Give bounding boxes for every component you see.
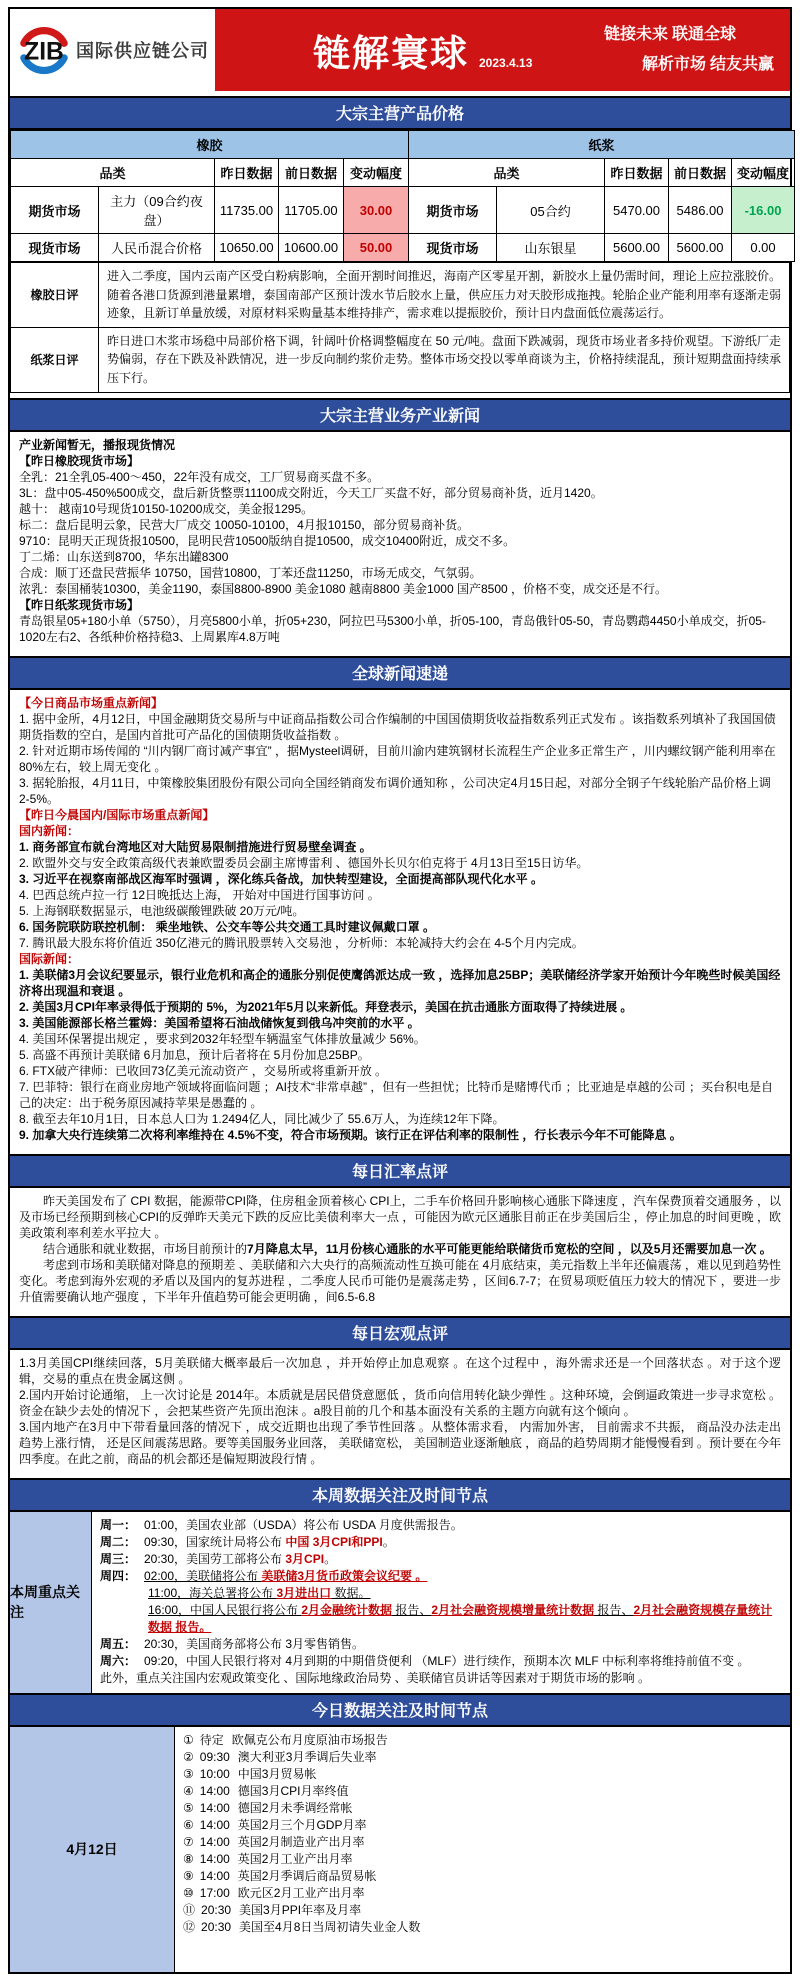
text-line: [19, 711, 781, 743]
text-line: [19, 1387, 781, 1419]
section-bar-week-schedule: 本周数据关注及时间节点: [10, 1478, 790, 1512]
market-label: 现货市场: [409, 234, 497, 262]
text-segment: 9710：昆明天正现货报10500，昆明民营10500版纳自提10500，成交10400附近，成交不多。: [19, 533, 516, 548]
weekday-label: 周一：: [100, 1517, 137, 1532]
today-schedule-row: [183, 1851, 782, 1868]
text-line: [19, 485, 781, 501]
column-header: 变动幅度: [732, 159, 795, 187]
column-header: 变动幅度: [344, 159, 409, 187]
text-segment: 3.国内地产在3月中下带看量回落的情况下 ，成交近期也出现了季节性回落 。从整体需求看， 内需加外害， 目前需求不共振， 商品没办法走出趋势上涨行情， 还是区间震荡思路。要等美国服务业回落， 美联储宽松， 美国制造业逐渐触底 ，商品的趋势周期才能慢慢看到 。预计要在今年四季度。在此之前，商品的机会都还是偏短期波段行情 。: [19, 1419, 781, 1466]
prev-value: 10600.00: [279, 234, 344, 262]
banner: [215, 9, 790, 91]
item-time: 14:00: [199, 1800, 230, 1815]
weekday-label: 周三：: [100, 1551, 137, 1566]
item-text: 英国2月工业产出月率: [237, 1851, 353, 1866]
text-segment: 产业新闻暂无，播报现货情况: [19, 437, 176, 452]
text-segment: 9. 加拿大央行连续第二次将利率维持在 4.5%不变，符合市场预期。该行正在评估利率的限制性 ，行长表示今年不可能降息 。: [19, 1127, 682, 1142]
text-line: [19, 517, 781, 533]
text-segment: 2.国内开始讨论通缩， 上一次讨论是 2014年。本质就是居民借贷意愿低 ，货币向信用转化缺少弹性 。这种环境，会倒逼政策进一步寻求宽松 。资金在缺少去处的情况下 ，会把某些资产先顶出泡沫 。a股目前的几个和基本面没有关系的主题方向就有这个倾向 。: [19, 1387, 781, 1418]
price-row: [11, 234, 795, 262]
text-segment: 09:20，中国人民银行将对 4月到期的中期借贷便利 （MLF）进行续作，预期本次 MLF 中标利率将维持前值不变 。: [144, 1653, 750, 1668]
text-segment: 7. 巴菲特：银行在商业房地产领域将面临问题 ；AI技术“非常卓越” ，但有一些担忧；比特币是赌博代币 ；比亚迪是卓越的公司 ；买台积电是自己的决定：出于税务原因减持苹果是愚蠢的 。: [19, 1079, 774, 1110]
item-text: 中国3月贸易帐: [237, 1766, 317, 1781]
text-line: [19, 613, 781, 645]
logo-text: ZIB: [24, 38, 64, 66]
text-segment: 4. 巴西总统卢拉一行 12日晚抵达上海， 开始对中国进行国事访问 。: [19, 887, 380, 902]
item-text: 德国2月未季调经常帐: [237, 1800, 353, 1815]
text-segment: 报告、: [392, 1602, 432, 1617]
comment-row: [11, 263, 790, 328]
text-segment: 2. 针对近期市场传闻的 “川内钢厂商讨减产事宜” ，据Mysteel调研，目前川渝内建筑钢材长流程生产企业多正常生产 ，川内螺纹钢产能利用率在80%左右，较上周无变化 。: [19, 743, 776, 774]
today-schedule-row: [183, 1868, 782, 1885]
text-segment: 7. 腾讯最大股东将价值近 350亿港元的腾讯股票转入交易池 ，分析师：本轮减持大约会在 4-5个月内完成。: [19, 935, 584, 950]
product-name: 05合约: [497, 187, 605, 234]
week-schedule-row: [100, 1585, 782, 1602]
market-label: 期货市场: [11, 187, 99, 234]
text-segment: 国内新闻：: [19, 823, 80, 838]
change-value: 30.00: [344, 187, 409, 234]
item-text: 欧元区2月工业产出月率: [237, 1885, 365, 1900]
product-name: 山东银星: [497, 234, 605, 262]
text-line: [19, 581, 781, 597]
text-segment: 3月CPI: [285, 1551, 325, 1566]
text-segment: 3月进出口: [276, 1585, 332, 1600]
text-segment: 3L：盘中05-450%500成交，盘后新货整票11100成交附近，今天工厂买盘不好，部分贸易商补货，近月1420。: [19, 485, 603, 500]
text-line: [19, 453, 781, 469]
text-line: [19, 565, 781, 581]
text-line: [19, 1031, 781, 1047]
week-schedule-table: [10, 1512, 790, 1693]
product-name: 主力（09合约夜盘）: [99, 187, 215, 234]
item-number: ⑨: [183, 1868, 194, 1883]
company-logo: [10, 9, 215, 91]
text-segment: 5. 上海钢联数据显示，电池级碳酸锂跌破 20万元/吨。: [19, 903, 305, 918]
text-line: [19, 1419, 781, 1467]
price-table: [10, 130, 795, 262]
text-segment: 3. 美国能源部长格兰霍姆：美国希望将石油战储恢复到俄乌冲突前的水平 。: [19, 1015, 420, 1030]
text-segment: 报告、: [594, 1602, 634, 1617]
section-bar-global-news: 全球新闻速递: [10, 656, 790, 690]
column-header: 昨日数据: [215, 159, 279, 187]
slogan-line-1: 链接未来 联通全球: [603, 26, 736, 43]
global-news-block: [10, 690, 790, 1149]
text-line: [19, 1015, 781, 1031]
text-line: [19, 1355, 781, 1387]
today-schedule-row: [183, 1783, 782, 1800]
item-text: 澳大利亚3月季调后失业率: [237, 1749, 377, 1764]
item-time: 14:00: [199, 1834, 230, 1849]
week-schedule-row: [100, 1517, 782, 1534]
text-segment: 09:30，国家统计局将公布: [144, 1534, 286, 1549]
item-time: 待定: [199, 1732, 224, 1747]
item-number: ⑫: [183, 1919, 196, 1934]
week-schedule-row: [100, 1670, 782, 1687]
item-number: ②: [183, 1749, 194, 1764]
text-line: [19, 855, 781, 871]
text-segment: 丁二烯：山东送到8700，华东出罐8300: [19, 549, 229, 564]
text-line: [19, 1127, 781, 1143]
today-schedule-table: [10, 1727, 790, 1972]
text-line: [19, 775, 781, 807]
section-bar-fx-review: 每日汇率点评: [10, 1154, 790, 1188]
item-number: ③: [183, 1766, 194, 1781]
zib-logo-icon: [16, 22, 72, 78]
text-segment: 2月金融统计数据: [301, 1602, 393, 1617]
item-number: ⑥: [183, 1817, 194, 1832]
text-line: [19, 999, 781, 1015]
text-segment: 【昨日今晨国内/国际市场重点新闻】: [19, 807, 215, 822]
column-header: 昨日数据: [605, 159, 669, 187]
text-line: [19, 743, 781, 775]
item-number: ⑩: [183, 1885, 194, 1900]
text-line: [19, 935, 781, 951]
item-time: 14:00: [199, 1817, 230, 1832]
item-time: 09:30: [199, 1749, 230, 1764]
yesterday-value: 5600.00: [605, 234, 669, 262]
week-side-label: 本周重点关注: [10, 1512, 92, 1693]
text-segment: 3. 习近平在视察南部战区海军时强调 ，深化练兵备战，加快转型建设，全面提高部队现代化水平 。: [19, 871, 544, 886]
item-number: ①: [183, 1732, 194, 1747]
week-schedule-row: [100, 1636, 782, 1653]
text-segment: 【今日商品市场重点新闻】: [19, 695, 164, 710]
item-time: 20:30: [201, 1902, 232, 1917]
item-text: 英国2月三个月GDP月率: [237, 1817, 367, 1832]
text-segment: 20:30，美国劳工部将公布: [144, 1551, 286, 1566]
report-date: 2023.4.13: [479, 56, 533, 70]
text-line: [19, 533, 781, 549]
text-segment: 8. 截至去年10月1日，日本总人口为 1.2494亿人，同比减少了 55.6万人，为连续12年下降。: [19, 1111, 505, 1126]
text-line: [19, 549, 781, 565]
change-value: 50.00: [344, 234, 409, 262]
today-schedule-row: [183, 1919, 782, 1936]
text-segment: 美联储3月货币政策会议纪要 。: [261, 1568, 428, 1583]
market-label: 期货市场: [409, 187, 497, 234]
text-segment: 考虑到市场和美联储对降息的预期差 、美联储和六大央行的高频流动性互换可能在 4月底结束，美元指数上半年还偏震荡 ，难以见到趋势性变化。考虑到海外宏观的矛盾以及国内的复苏进程 ，二季度人民币可能仍是震荡走势 ，区间6.7-7；在贸易项贬值压力较大的情况下 ，要进一步升值需要确认地产强度 ，下半年升值趋势可能会更明确 ，间6.5-6.8: [19, 1257, 781, 1304]
text-segment: 全乳：21全乳05-400～450，22年没有成交，工厂贸易商买盘不多。: [19, 469, 380, 484]
weekday-label: 周二：: [100, 1534, 137, 1549]
item-time: 14:00: [199, 1851, 230, 1866]
section-bar-prices: 大宗主营产品价格: [10, 96, 790, 130]
text-line: [19, 1079, 781, 1111]
weekday-label: 周四：: [100, 1568, 137, 1583]
daily-report-document: [8, 7, 792, 1974]
text-segment: 11:00，海关总署将公布: [148, 1585, 277, 1600]
text-segment: 02:00，美联储将公布: [144, 1568, 262, 1583]
item-number: ④: [183, 1783, 194, 1798]
yesterday-value: 11735.00: [215, 187, 279, 234]
text-line: [19, 501, 781, 517]
text-segment: 结合通胀和就业数据，市场目前预计的: [43, 1241, 248, 1256]
text-segment: 标二：盘后昆明云象，民营大厂成交 10050-10100，4月报10150，部分贸易商补货。: [19, 517, 470, 532]
rubber-comment-text: 进入二季度，国内云南产区受白粉病影响，全面开割时间推迟，海南产区零星开割，新胶水上量仍需时间，理论上应拉涨胶价。随着各港口货源到港量累增，泰国南部产区预计泼水节后胶水上量，供应压力对天胶形成拖拽。轮胎企业产能利用率有逐渐走弱迹象，且新订单量放缓，对原材料采购量基本维持排产，需求难以提振胶价，预计日内盘面低位震荡运行。: [99, 263, 790, 328]
text-segment: 1. 商务部宣布就台湾地区对大陆贸易限制措施进行贸易壁垒调查 。: [19, 839, 372, 854]
column-header: 品类: [11, 159, 215, 187]
column-header: 前日数据: [279, 159, 344, 187]
column-header: 前日数据: [669, 159, 732, 187]
text-segment: 数据。: [331, 1585, 371, 1600]
macro-review-block: [10, 1350, 790, 1473]
item-number: ⑪: [183, 1902, 196, 1917]
slogan-line-2: 解析市场 结友共赢: [641, 56, 774, 73]
week-schedule-row: [100, 1534, 782, 1551]
prev-value: 5600.00: [669, 234, 732, 262]
text-line: [19, 695, 781, 711]
text-segment: 7月降息太早，11月份核心通胀的水平可能更能给联储货币宽松的空间 ，以及5月还需要加息一次 。: [247, 1241, 772, 1256]
text-segment: 1.3月美国CPI继续回落，5月美联储大概率最后一次加息 ，并开始停止加息观察 。在这个过程中 ，海外需求还是一个回落状态 。对于这个逻辑，交易的重点在贵金属这侧 。: [19, 1355, 781, 1386]
text-segment: 越十： 越南10号现货10150-10200成交，美金报1295。: [19, 501, 314, 516]
text-line: [19, 1257, 781, 1305]
text-line: [19, 1047, 781, 1063]
text-segment: 6. FTX破产律师：已收回73亿美元流动资产 ，交易所或将重新开放 。: [19, 1063, 388, 1078]
product-name: 人民币混合价格: [99, 234, 215, 262]
banner-title-wrap: [313, 23, 532, 77]
daily-comment-table: [10, 262, 790, 393]
item-text: 德国3月CPI月率终值: [237, 1783, 349, 1798]
text-line: [19, 469, 781, 485]
text-segment: 16:00，中国人民银行将公布: [148, 1602, 302, 1617]
week-schedule-row: [100, 1653, 782, 1670]
section-bar-industry-news: 大宗主营业务产业新闻: [10, 398, 790, 432]
weekday-label: 周六：: [100, 1653, 137, 1668]
market-label: 现货市场: [11, 234, 99, 262]
weekday-label: 周五：: [100, 1636, 137, 1651]
today-schedule-row: [183, 1885, 782, 1902]
slogans: [604, 20, 790, 80]
text-segment: 此外，重点关注国内宏观政策变化 、国际地缘政治局势 、美联储官员讲话等因素对于期货市场的影响 。: [100, 1670, 651, 1685]
today-schedule-rows: [175, 1727, 790, 1972]
group-header-pulp: 纸浆: [409, 131, 795, 159]
text-line: [19, 903, 781, 919]
text-segment: 1. 美联储3月会议纪要显示，银行业危机和高企的通胀分别促使鹰鸽派达成一致 ，选择加息25BP；美联储经济学家开始预计今年晚些时候美国经济将出现温和衰退 。: [19, 967, 781, 998]
price-row: [11, 187, 795, 234]
item-text: 美国3月PPI年率及月率: [239, 1902, 362, 1917]
section-bar-today-schedule: 今日数据关注及时间节点: [10, 1693, 790, 1727]
text-line: [19, 437, 781, 453]
today-side-label: 4月12日: [10, 1727, 175, 1972]
text-line: [19, 1193, 781, 1241]
comment-label: 橡胶日评: [11, 263, 99, 328]
text-segment: 国际新闻：: [19, 951, 80, 966]
text-segment: 【昨日橡胶现货市场】: [19, 453, 140, 468]
column-header: 品类: [409, 159, 605, 187]
text-line: [19, 887, 781, 903]
today-schedule-row: [183, 1800, 782, 1817]
text-segment: 。: [324, 1551, 337, 1566]
text-segment: 2. 欧盟外交与安全政策高级代表兼欧盟委员会副主席博雷利 、德国外长贝尔伯克将于 4月13日至15日访华。: [19, 855, 589, 870]
week-schedule-row: [100, 1602, 782, 1636]
text-segment: 2月社会融资规模存量统计数据 报告。: [148, 1602, 773, 1634]
text-segment: 。: [382, 1534, 395, 1549]
text-segment: 2. 美国3月CPI年率录得低于预期的 5%，为2021年5月以来新低。拜登表示，美国在抗击通胀方面取得了持续进展 。: [19, 999, 633, 1014]
today-schedule-row: [183, 1766, 782, 1783]
prev-value: 11705.00: [279, 187, 344, 234]
text-segment: 5. 高盛不再预计美联储 6月加息，预计后者将在 5月份加息25BP。: [19, 1047, 370, 1062]
item-time: 14:00: [199, 1868, 230, 1883]
text-line: [19, 919, 781, 935]
item-text: 美国至4月8日当周初请失业金人数: [239, 1919, 421, 1934]
today-schedule-row: [183, 1834, 782, 1851]
text-segment: 浓乳：泰国桶装10300，美金1190，泰国8800-8900 美金1080 越南8800 美金1000 国产8500 ，价格不变，成交还是不行。: [19, 581, 668, 596]
group-header-rubber: 橡胶: [11, 131, 409, 159]
yesterday-value: 10650.00: [215, 234, 279, 262]
text-line: [19, 839, 781, 855]
comment-label: 纸浆日评: [11, 327, 99, 392]
text-segment: 6. 国务院联防联控机制： 乘坐地铁、公交车等公共交通工具时建议佩戴口罩 。: [19, 919, 436, 934]
text-segment: 4. 美国环保署提出规定 ，要求到2032年轻型车辆温室气体排放量减少 56%。: [19, 1031, 426, 1046]
fx-review-block: [10, 1188, 790, 1311]
item-number: ⑦: [183, 1834, 194, 1849]
pulp-comment-text: 昨日进口木浆市场稳中局部价格下调，针阔叶价格调整幅度在 50 元/吨。盘面下跌减弱，现货市场业者多持价观望。下游纸厂走势偏弱，存在下跌及补跌情况，进一步反向制约浆价走势。整体市场交投以零单商谈为主，价格持续混乱，预计短期盘面持续承压下行。: [99, 327, 790, 392]
text-line: [19, 1111, 781, 1127]
item-text: 英国2月制造业产出月率: [237, 1834, 365, 1849]
item-number: ⑤: [183, 1800, 194, 1815]
week-schedule-row: [100, 1551, 782, 1568]
text-segment: 中国 3月CPI和PPI: [285, 1534, 383, 1549]
report-title: 链解寰球: [313, 34, 469, 75]
text-line: [19, 823, 781, 839]
text-line: [19, 597, 781, 613]
company-name: 国际供应链公司: [76, 41, 209, 61]
item-number: ⑧: [183, 1851, 194, 1866]
item-time: 20:30: [201, 1919, 232, 1934]
text-segment: 昨天美国发布了 CPI 数据，能源带CPI降，住房租金顶着核心 CPI上，二手车价格回升影响核心通胀下降速度 ，汽车保费顶着交通服务 ，以及市场已经预期到核心CPI的反弹昨天美元下跌的反应比美债利率大一点 ，可能因为欧元区通胀目前正在步美国后尘 ，停止加息的时间更晚 ，欧美政策利率利差水平拉大 。: [19, 1193, 782, 1240]
text-line: [19, 967, 781, 999]
today-schedule-row: [183, 1817, 782, 1834]
text-segment: 01:00，美国农业部（USDA）将公布 USDA 月度供需报告。: [144, 1517, 463, 1532]
text-line: [19, 1241, 781, 1257]
text-segment: 2月社会融资规模增量统计数据: [431, 1602, 595, 1617]
item-time: 14:00: [199, 1783, 230, 1798]
change-value: 0.00: [732, 234, 795, 262]
text-segment: 1. 据中金所，4月12日，中国金融期货交易所与中证商品指数公司合作编制的中国国债期货收益指数系列正式发布 。该指数系列填补了我国国债期货指数的空白，是国内首批可产品化的国债期货收益指数 。: [19, 711, 776, 742]
text-segment: 合成：顺丁还盘民营振华 10750，国营10800，丁苯还盘11250，市场无成交，气氛弱。: [19, 565, 482, 580]
item-time: 17:00: [199, 1885, 230, 1900]
item-text: 欧佩克公布月度原油市场报告: [231, 1732, 388, 1747]
week-schedule-rows: [92, 1512, 790, 1693]
text-segment: 青岛银星05+180小单（5750），月亮5800小单，折05+230，阿拉巴马5300小单，折05-100，青岛俄针05-50，青岛鹦鹉4450小单成交，折05-1020左右2、各纸种价格持稳3、上周累库4.8万吨: [19, 613, 766, 644]
text-line: [19, 871, 781, 887]
text-segment: 3. 据轮胎报，4月11日，中策橡胶集团股份有限公司向全国经销商发布调价通知称 ，公司决定4月15日起，对部分全钢子午线轮胎产品价格上调 2-5%。: [19, 775, 771, 806]
yesterday-value: 5470.00: [605, 187, 669, 234]
item-time: 10:00: [199, 1766, 230, 1781]
today-schedule-row: [183, 1749, 782, 1766]
today-schedule-row: [183, 1902, 782, 1919]
comment-row: [11, 327, 790, 392]
today-schedule-row: [183, 1732, 782, 1749]
text-line: [19, 1063, 781, 1079]
item-text: 英国2月季调后商品贸易帐: [237, 1868, 377, 1883]
week-schedule-row: [100, 1568, 782, 1585]
industry-news-block: [10, 432, 790, 651]
text-line: [19, 951, 781, 967]
text-segment: 【昨日纸浆现货市场】: [19, 597, 140, 612]
masthead: [10, 9, 790, 91]
prev-value: 5486.00: [669, 187, 732, 234]
text-line: [19, 807, 781, 823]
text-segment: 20:30，美国商务部将公布 3月零售销售。: [144, 1636, 365, 1651]
section-bar-macro-review: 每日宏观点评: [10, 1316, 790, 1350]
change-value: -16.00: [732, 187, 795, 234]
